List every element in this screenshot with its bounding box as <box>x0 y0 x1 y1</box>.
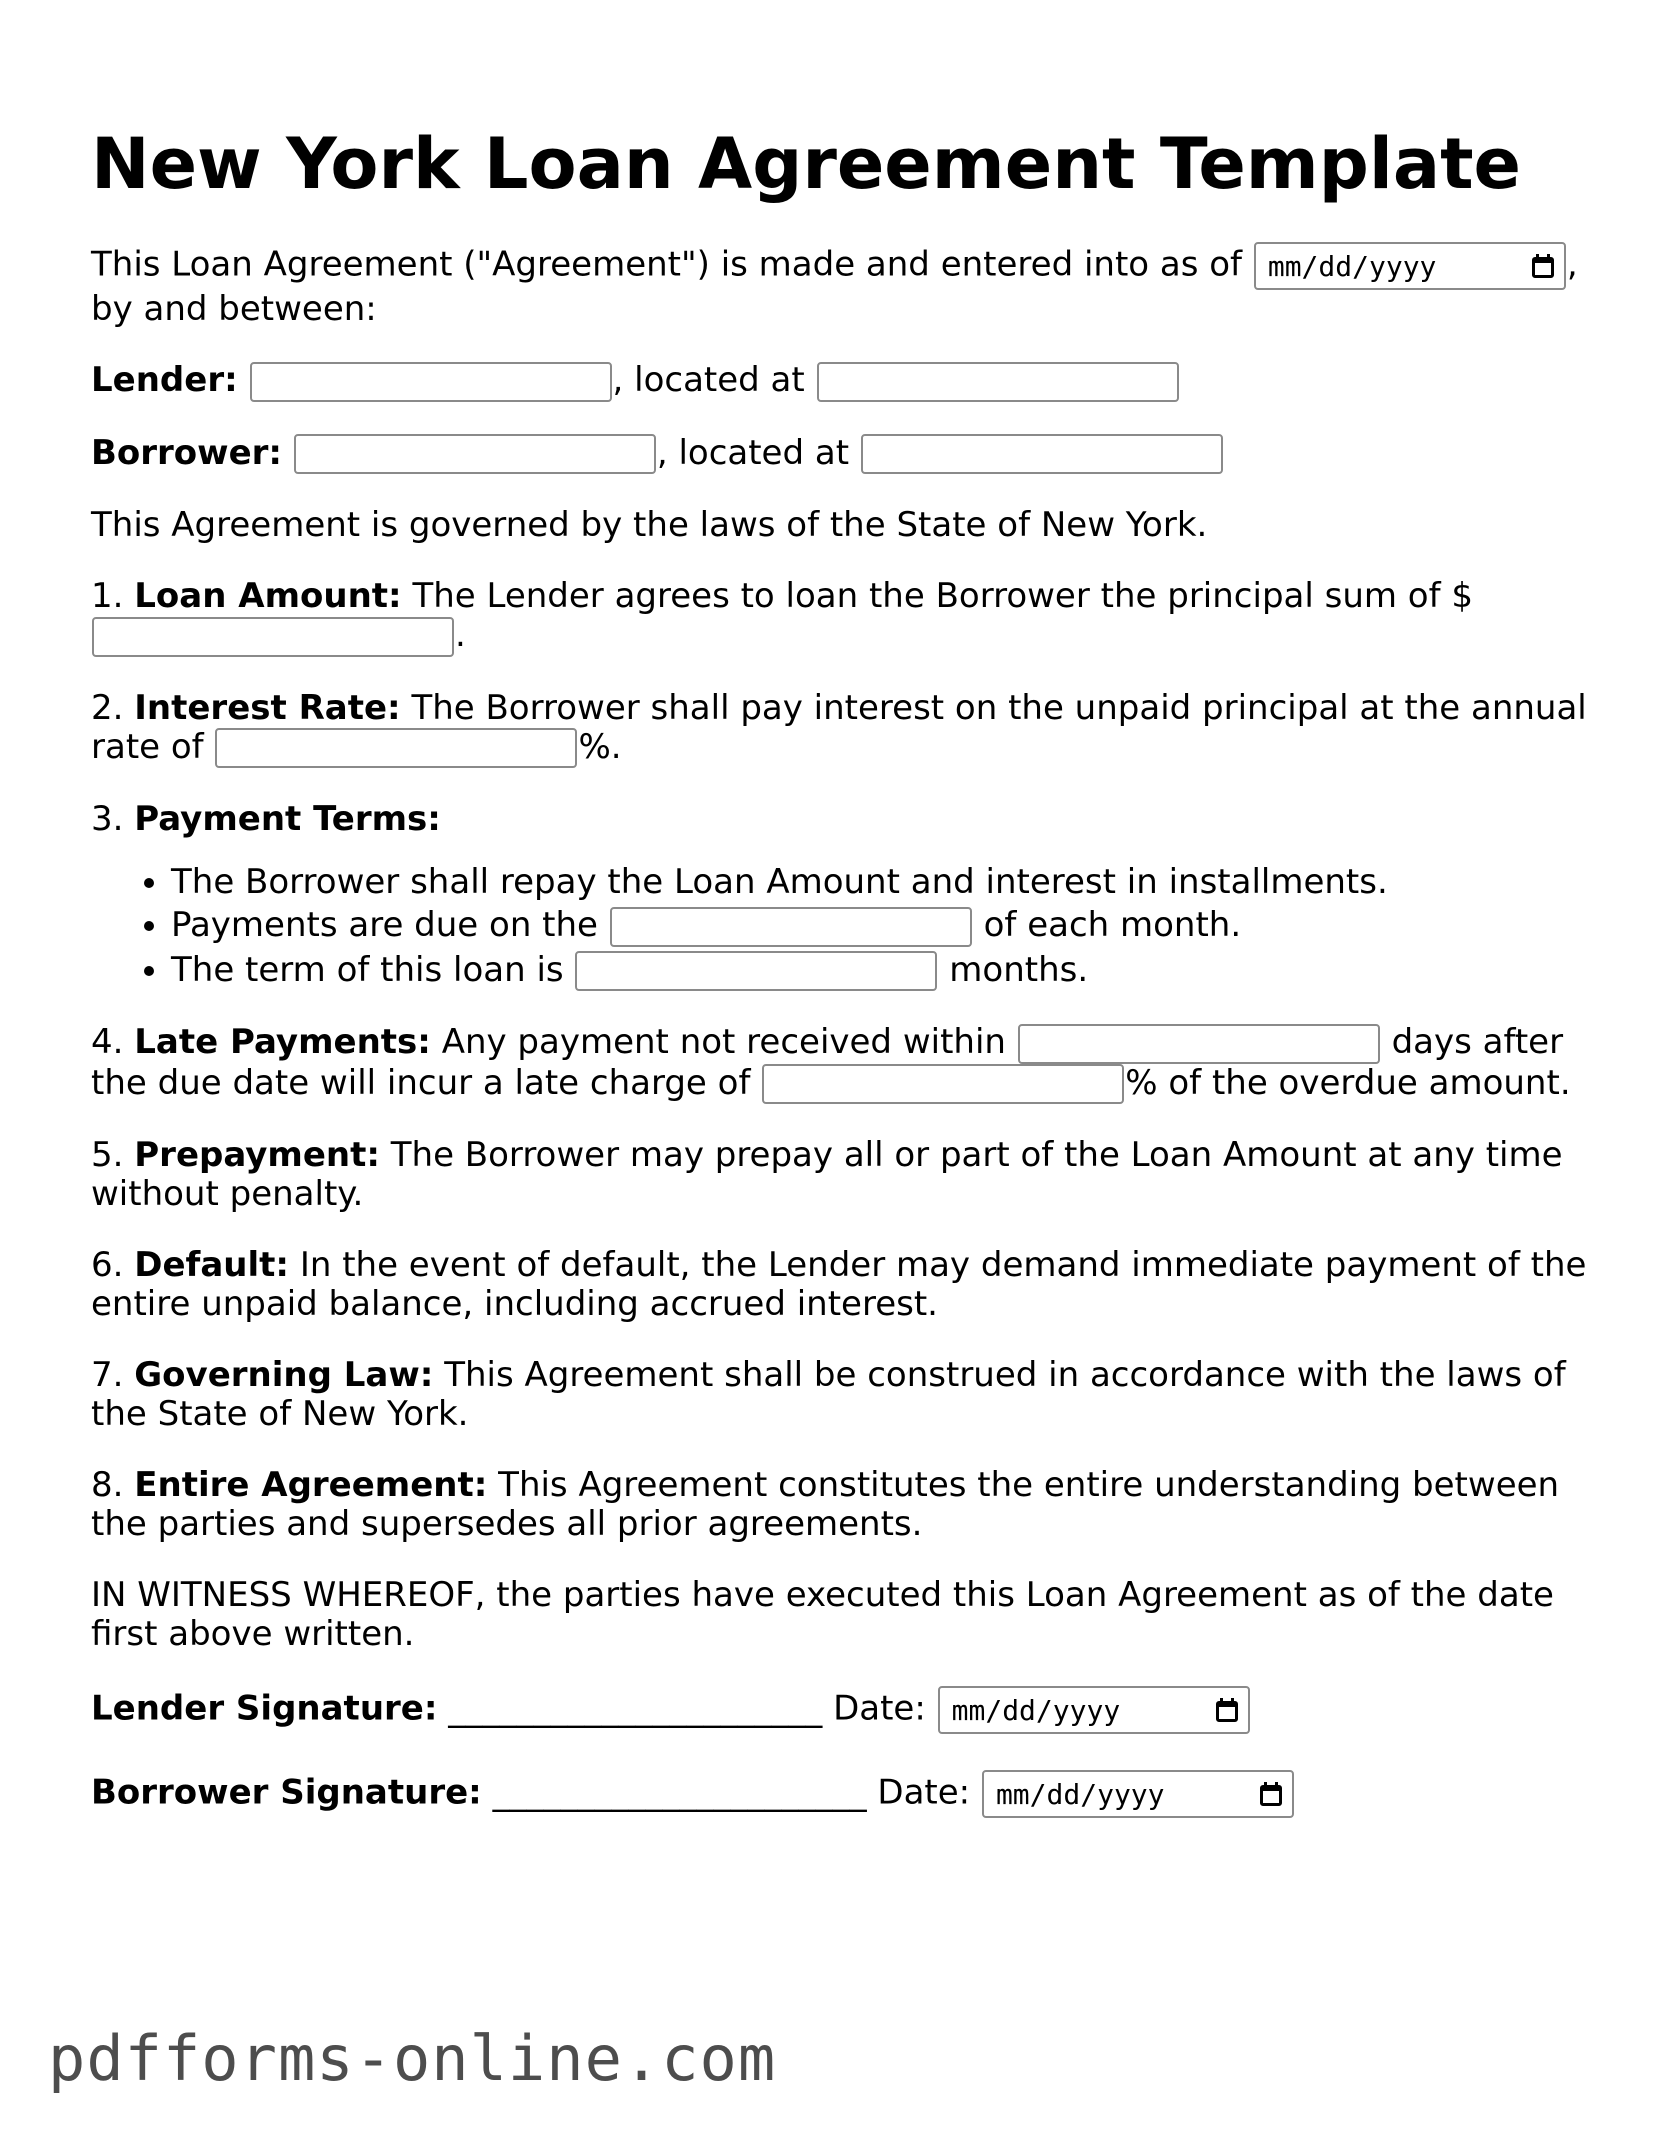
late-charge-input[interactable] <box>762 1064 1124 1104</box>
lender-date-input[interactable]: mm/dd/yyyy <box>938 1686 1250 1734</box>
payment-due-day-input[interactable] <box>610 907 972 947</box>
late-days-input[interactable] <box>1018 1024 1380 1064</box>
borrower-label: Borrower: <box>91 432 283 473</box>
watermark: pdfforms-online.com <box>48 2022 777 2095</box>
borrower-signature-line: Borrower Signature: ______________________ Date: mm/dd/yyyy <box>91 1770 1591 1818</box>
section-loan-amount: 1. Loan Amount: The Lender agrees to loan the Borrower the principal sum of $ . <box>91 576 1474 655</box>
section-payment-terms: 3. Payment Terms: <box>91 799 441 839</box>
intro-paragraph: This Loan Agreement ("Agreement") is made and entered into as of mm/dd/yyyy , by and between: <box>91 242 1591 329</box>
list-item: • The Borrower shall repay the Loan Amount and interest in installments. <box>171 863 1591 902</box>
section-governing-law: 7. Governing Law: This Agreement shall be construed in accordance with the laws of the State of New York. <box>91 1355 1566 1434</box>
interest-rate-input[interactable] <box>215 728 577 768</box>
borrower-address-input[interactable] <box>861 434 1223 474</box>
loan-amount-input[interactable] <box>92 617 454 657</box>
governed-statement: This Agreement is governed by the laws of the State of New York. <box>91 505 1208 545</box>
lender-signature-line: Lender Signature: ______________________ Date: mm/dd/yyyy <box>91 1686 1591 1734</box>
lender-line: Lender: , located at <box>91 361 1591 402</box>
borrower-signature-field[interactable]: ______________________ <box>492 1772 867 1813</box>
section-interest-rate: 2. Interest Rate: The Borrower shall pay interest on the unpaid principal at the annual rate of %. <box>91 687 1587 767</box>
calendar-icon[interactable] <box>1260 1782 1282 1806</box>
section-entire-agreement: 8. Entire Agreement: This Agreement constitutes the entire understanding between the parties and supersedes all prior agreements. <box>91 1465 1560 1544</box>
lender-label: Lender: <box>91 360 238 400</box>
witness-statement: IN WITNESS WHEREOF, the parties have executed this Loan Agreement as of the date first above written. <box>91 1575 1554 1654</box>
lender-signature-field[interactable]: ______________________ <box>448 1688 823 1729</box>
document <box>91 100 1591 1854</box>
payment-terms-list <box>91 863 1591 991</box>
borrower-line: Borrower: , located at <box>91 434 1591 475</box>
list-item: • The term of this loan is months. <box>171 951 1591 992</box>
page-title: New York Loan Agreement Template <box>91 123 1522 205</box>
lender-name-input[interactable] <box>250 362 612 402</box>
agreement-date-input[interactable]: mm/dd/yyyy <box>1254 242 1566 290</box>
calendar-icon[interactable] <box>1532 254 1554 278</box>
list-item: • Payments are due on the of each month. <box>171 906 1591 947</box>
loan-term-input[interactable] <box>575 951 937 991</box>
borrower-date-input[interactable]: mm/dd/yyyy <box>982 1770 1294 1818</box>
calendar-icon[interactable] <box>1216 1698 1238 1722</box>
lender-address-input[interactable] <box>817 362 1179 402</box>
section-late-payments: 4. Late Payments: Any payment not received within days after the due date will incur a late charge of % of the overdue amount. <box>91 1022 1571 1103</box>
section-default: 6. Default: In the event of default, the Lender may demand immediate payment of the entire unpaid balance, including accrued interest. <box>91 1245 1587 1324</box>
borrower-name-input[interactable] <box>294 434 656 474</box>
section-prepayment: 5. Prepayment: The Borrower may prepay all or part of the Loan Amount at any time without penalty. <box>91 1135 1563 1214</box>
